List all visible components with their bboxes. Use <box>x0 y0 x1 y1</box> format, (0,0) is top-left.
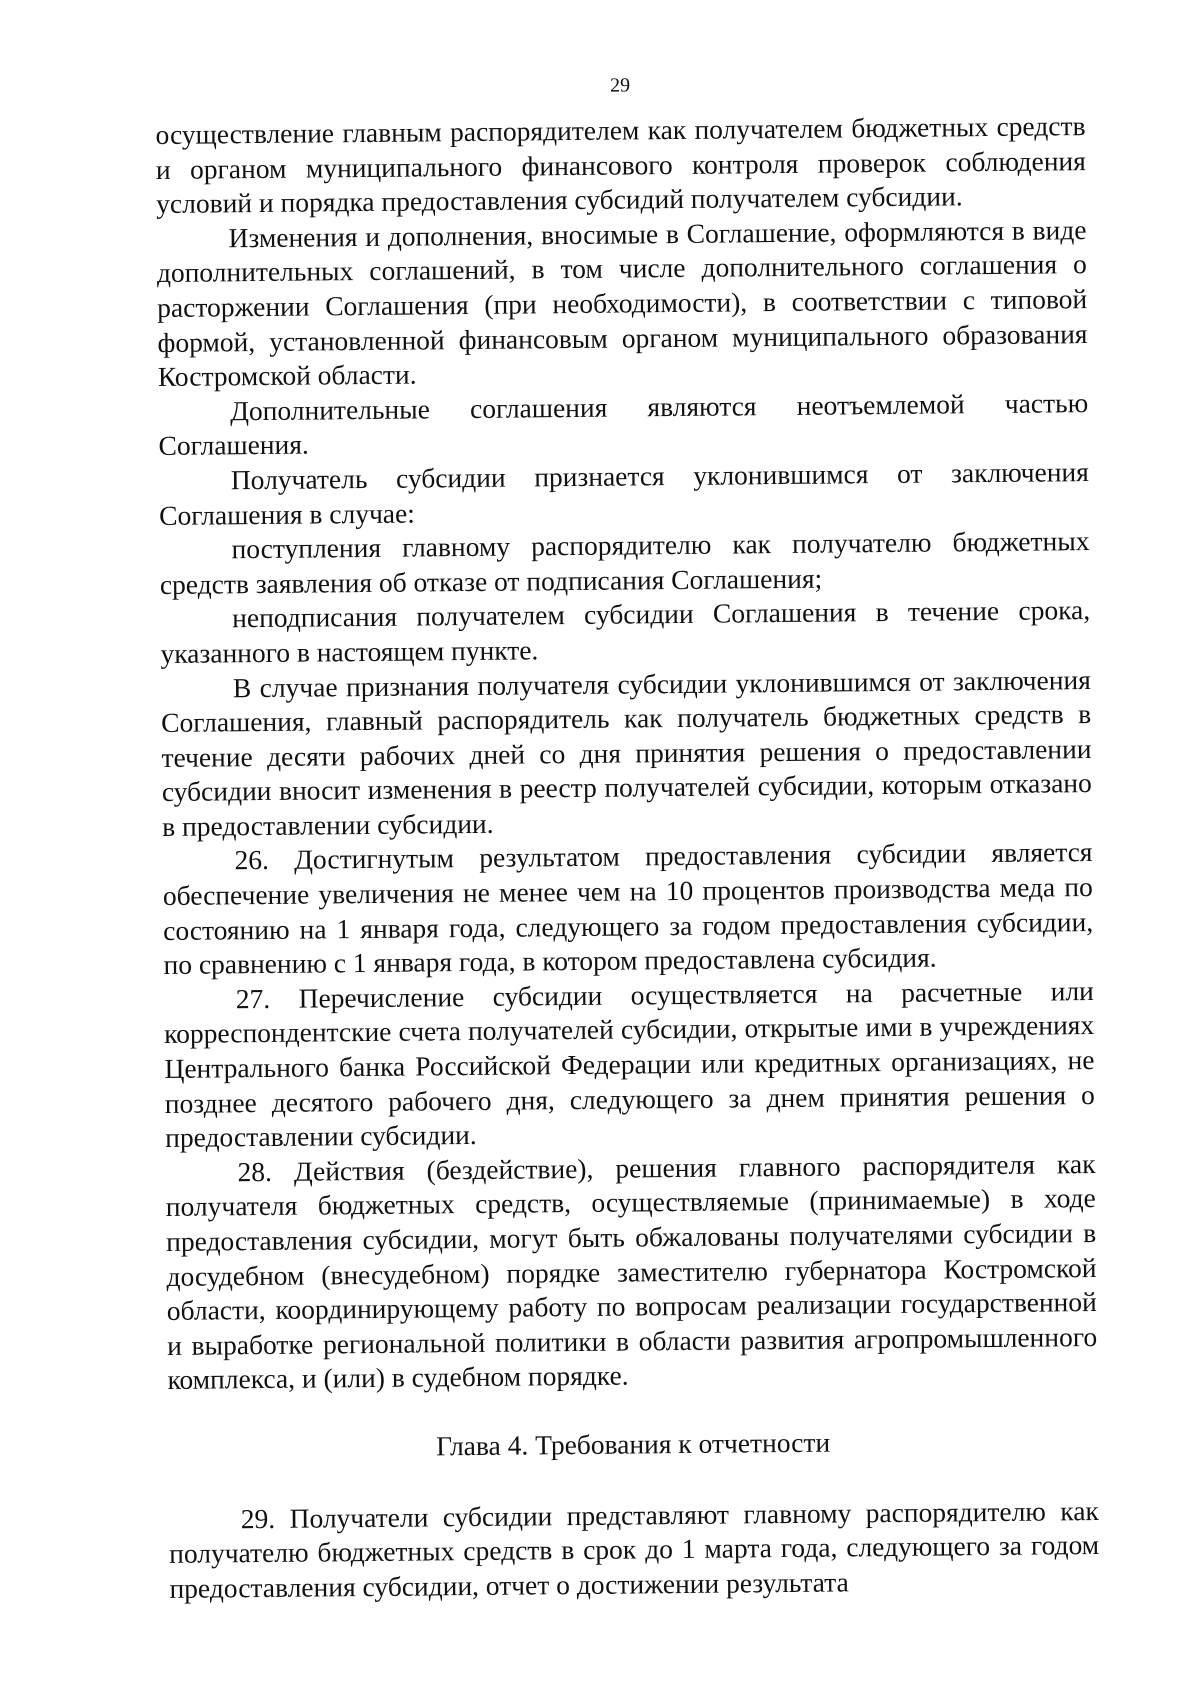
paragraph-item-28: 28. Действия (бездействие), решения главного распорядителя как получателя бюджетных средств, осуществляемые (принимаемые) в ходе предоставления субсидии, могут быть обжалованы получателями субсидии в досудебном (внесудебном) порядке заместителю губернатора Костромской области, координирующему работу по вопросам реализации государственной и выработке региональной политики в области развития агропромышленного комплекса, и (или) в судебном порядке. <box>165 1147 1098 1396</box>
paragraph-additional-agreements: Дополнительные соглашения являются неотъемлемой частью Соглашения. <box>158 386 1089 462</box>
document-page <box>155 69 1100 1606</box>
paragraph-evasion-condition: Получатель субсидии признается уклонившимся от заключения Соглашения в случае: <box>159 455 1089 531</box>
chapter-heading: Глава 4. Требования к отчетности <box>435 1426 831 1462</box>
page-number: 29 <box>609 74 631 97</box>
paragraph-evasion-case-1: поступления главному распорядителю как получателю бюджетных средств заявления об отказе от подписания Соглашения; <box>159 525 1090 600</box>
paragraph-registry-changes: В случае признания получателя субсидии уклонившимся от заключения Соглашения, главный распорядитель как получатель бюджетных средств в течение десяти рабочих дней со дня принятия решения о предоставлении субсидии вносит изменения в реестр получателей субсидии, которым отказано в предоставлении субсидии. <box>161 663 1092 842</box>
paragraph-item-29: 29. Получатели субсидии представляют главному распорядителю как получателю бюджетных средств в срок до 1 марта года, следующего за годом предоставления субсидии, отчет о достижении результата <box>169 1494 1100 1604</box>
paragraph-evasion-case-2: неподписания получателем субсидии Соглашения в течение срока, указанного в настоящем пункте. <box>160 594 1091 669</box>
paragraph-continuation: осуществление главным распорядителем как получателем бюджетных средств и органом муниципального финансового контроля проверок соблюдения условий и порядка предоставления субсидий получателем субсидии. <box>155 110 1086 220</box>
paragraph-amendments: Изменения и дополнения, вносимые в Соглашение, оформляются в виде дополнительных соглашений, в том числе дополнительного соглашения о расторжении Соглашения (при необходимости), в соответствии с типовой формой, установленной финансовым органом муниципального образования Костромской области. <box>156 213 1088 393</box>
paragraph-item-27: 27. Перечисление субсидии осуществляется на расчетные или корреспондентские счета получателей субсидии, открытые ими в учреждениях Центрального банка Российской Федерации или кредитных организациях, не позднее десятого рабочего дня, следующего за днем принятия решения о предоставлении субсидии. <box>164 974 1095 1154</box>
paragraph-item-26: 26. Достигнутым результатом предоставления субсидии является обеспечение увеличения не менее чем на 10 процентов производства меда по состоянию на 1 января года, следующего за годом предоставления субсидии, по сравнению с 1 января года, в котором предоставлена субсидия. <box>162 836 1094 981</box>
